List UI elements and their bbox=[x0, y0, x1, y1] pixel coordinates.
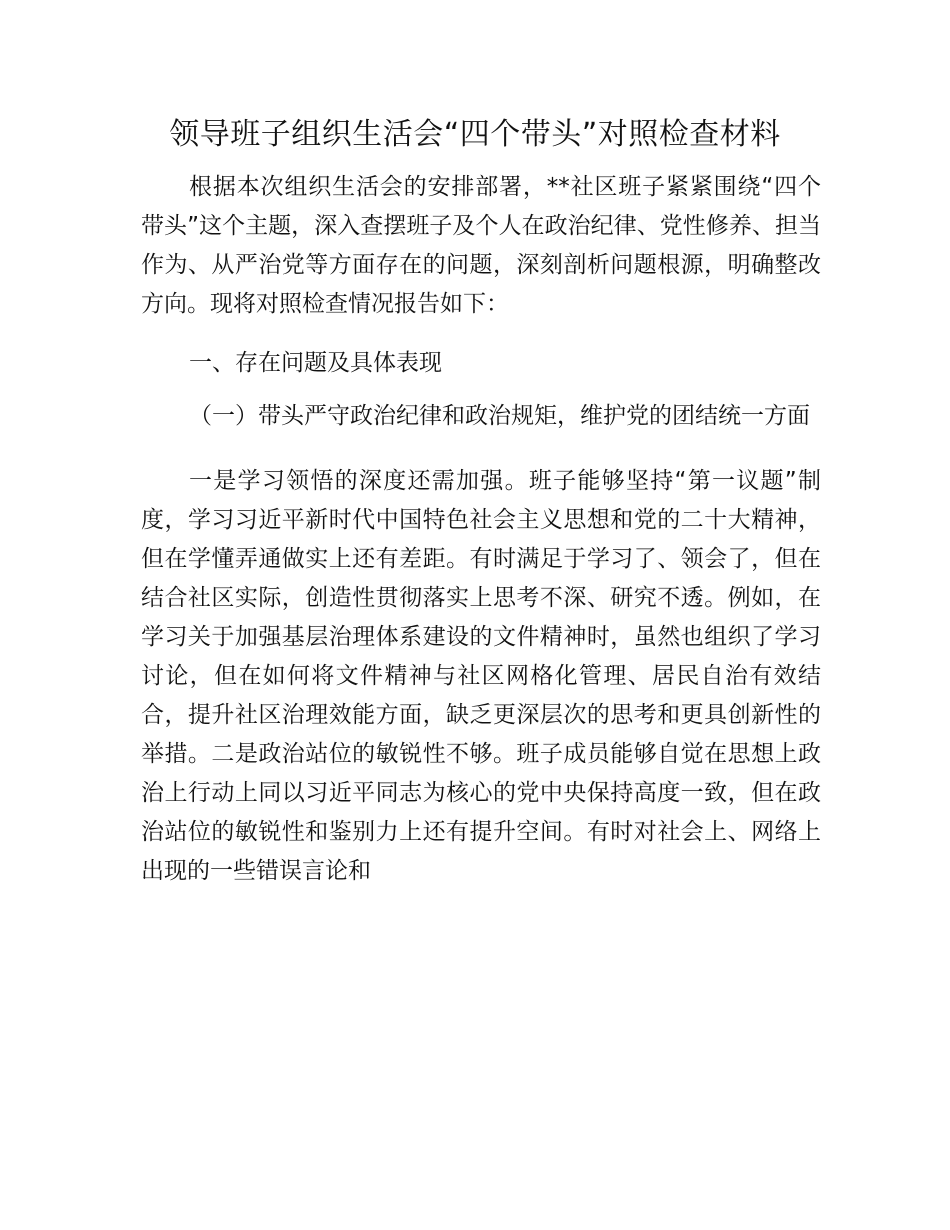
subsection-heading: （一）带头严守政治纪律和政治规矩，维护党的团结统一方面 bbox=[189, 403, 810, 429]
section-heading: 一、存在问题及具体表现 bbox=[189, 350, 442, 376]
document-body bbox=[141, 168, 821, 891]
intro-paragraph: 根据本次组织生活会的安排部署，**社区班子紧紧围绕“四个带头”这个主题，深入查摆班子及个人在政治纪律、党性修养、担当作为、从严治党等方面存在的问题，深刻剖析问题根源，明确整改方向。现将对照检查情况报告如下： bbox=[141, 174, 821, 317]
document-title: 领导班子组织生活会“四个带头”对照检查材料 bbox=[169, 117, 781, 152]
body-paragraph: 一是学习领悟的深度还需加强。班子能够坚持“第一议题”制度，学习习近平新时代中国特色社会主义思想和党的二十大精神，但在学懂弄通做实上还有差距。有时满足于学习了、领会了，但在结合社区实际，创造性贯彻落实上思考不深、研究不透。例如，在学习关于加强基层治理体系建设的文件精神时，虽然也组织了学习讨论，但在如何将文件精神与社区网格化管理、居民自治有效结合，提升社区治理效能方面，缺乏更深层次的思考和更具创新性的举措。二是政治站位的敏锐性不够。班子成员能够自觉在思想上政治上行动上同以习近平同志为核心的党中央保持高度一致，但在政治站位的敏锐性和鉴别力上还有提升空间。有时对社会上、网络上出现的一些错误言论和 bbox=[141, 468, 821, 884]
